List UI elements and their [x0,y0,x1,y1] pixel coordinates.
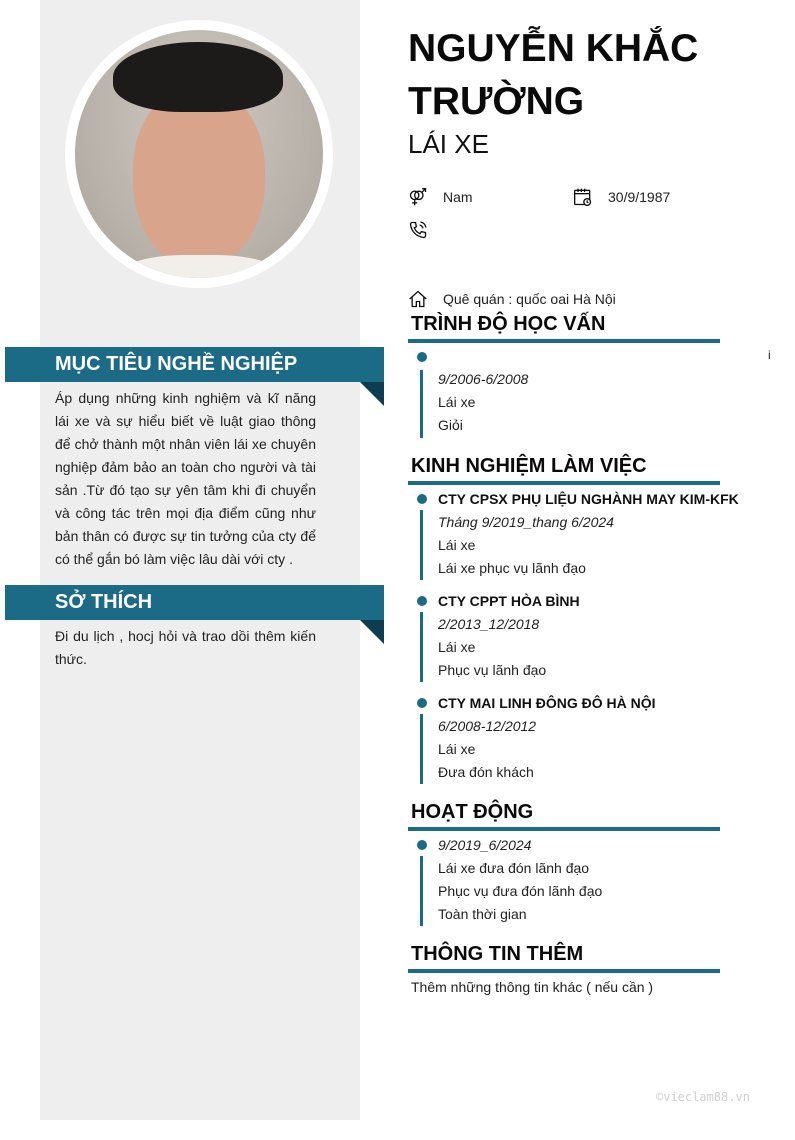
objective-text: Áp dụng những kinh nghiệm và kĩ năng lái xe và sự hiểu biết về luật giao thông để chở thành một nhân viên lái xe chuyên nghiệp đảm bảo an toàn cho người và tài sản .Từ đó tạo sự yên tâm khi đi chuyển và công tác trên mọi địa điểm cũng như bản thân có được sự tin tưởng của cty để có thể gắn bó làm việc lâu dài với cty . [55,390,316,567]
activity-line: Lái xe đưa đón lãnh đạo [438,860,590,876]
timeline-dot [417,494,427,504]
birthdate-value: 30/9/1987 [608,189,671,205]
objective-fold [360,382,384,406]
experience-rule [408,481,720,485]
education-rule [408,339,720,343]
hobbies-text: Đi du lịch , hocj hỏi và trao dồi thêm kiến thức. [55,628,316,667]
education-period: 9/2006-6/2008 [438,371,529,387]
hobbies-fold [360,620,384,644]
experience-entry [408,590,788,685]
stray-char: i [768,348,771,362]
gender-value: Nam [443,189,473,205]
education-title: TRÌNH ĐỘ HỌC VẤN [411,313,606,335]
timeline-dot [417,596,427,606]
timeline-line [420,510,423,580]
gender-row [408,187,473,207]
activity-line: Phục vụ đưa đón lãnh đạo [438,883,603,899]
watermark: ©vieclam88.vn [656,1090,750,1104]
education-entry [408,348,788,440]
education-grade: Giỏi [438,417,463,433]
experience-entry [408,488,788,583]
activity-line: Toàn thời gian [438,906,527,922]
activities-entry [408,834,788,926]
experience-desc: Lái xe phục vụ lãnh đạo [438,560,586,576]
additional-text: Thêm những thông tin khác ( nếu cần ) [411,979,654,995]
experience-company: CTY MAI LINH ĐÔNG ĐÔ HÀ NỘI [438,695,656,711]
activity-period: 9/2019_6/2024 [438,837,532,853]
hometown-row [408,289,616,309]
gender-icon [408,187,428,207]
experience-role: Lái xe [438,537,476,553]
activities-title: HOẠT ĐỘNG [411,801,534,823]
additional-title: THÔNG TIN THÊM [411,943,584,965]
timeline-line [420,612,423,682]
experience-title: KINH NGHIỆM LÀM VIỆC [411,455,647,477]
birthdate-row [573,187,670,207]
timeline-line [420,714,423,784]
timeline-line [420,370,423,438]
avatar-face [133,88,265,268]
activities-rule [408,827,720,831]
additional-rule [408,969,720,973]
timeline-dot [417,698,427,708]
hometown-value: Quê quán : quốc oai Hà Nội [443,291,616,307]
experience-role: Lái xe [438,639,476,655]
avatar [75,30,323,278]
candidate-position: LÁI XE [408,129,489,159]
timeline-dot [417,840,427,850]
timeline-dot [417,352,427,362]
objective-header: MỤC TIÊU NGHỀ NGHIỆP [5,347,384,382]
phone-icon [408,220,428,240]
experience-desc: Phục vụ lãnh đạo [438,662,547,678]
candidate-name: NGUYỄN KHẮC TRƯỜNG [408,27,699,123]
avatar-shirt [115,255,285,278]
experience-period: 6/2008-12/2012 [438,718,537,734]
calendar-icon [573,187,593,207]
experience-period: Tháng 9/2019_thang 6/2024 [438,514,614,530]
home-icon [408,289,428,309]
experience-role: Lái xe [438,741,476,757]
avatar-hair [113,42,283,112]
hobbies-header: SỞ THÍCH [5,585,384,620]
experience-company: CTY CPPT HÒA BÌNH [438,593,580,609]
experience-period: 2/2013_12/2018 [438,616,540,632]
phone-row [408,220,443,240]
experience-entry [408,692,788,787]
education-major: Lái xe [438,394,476,410]
experience-company: CTY CPSX PHỤ LIỆU NGHÀNH MAY KIM-KFK [438,491,739,507]
experience-desc: Đưa đón khách [438,764,534,780]
timeline-line [420,856,423,926]
